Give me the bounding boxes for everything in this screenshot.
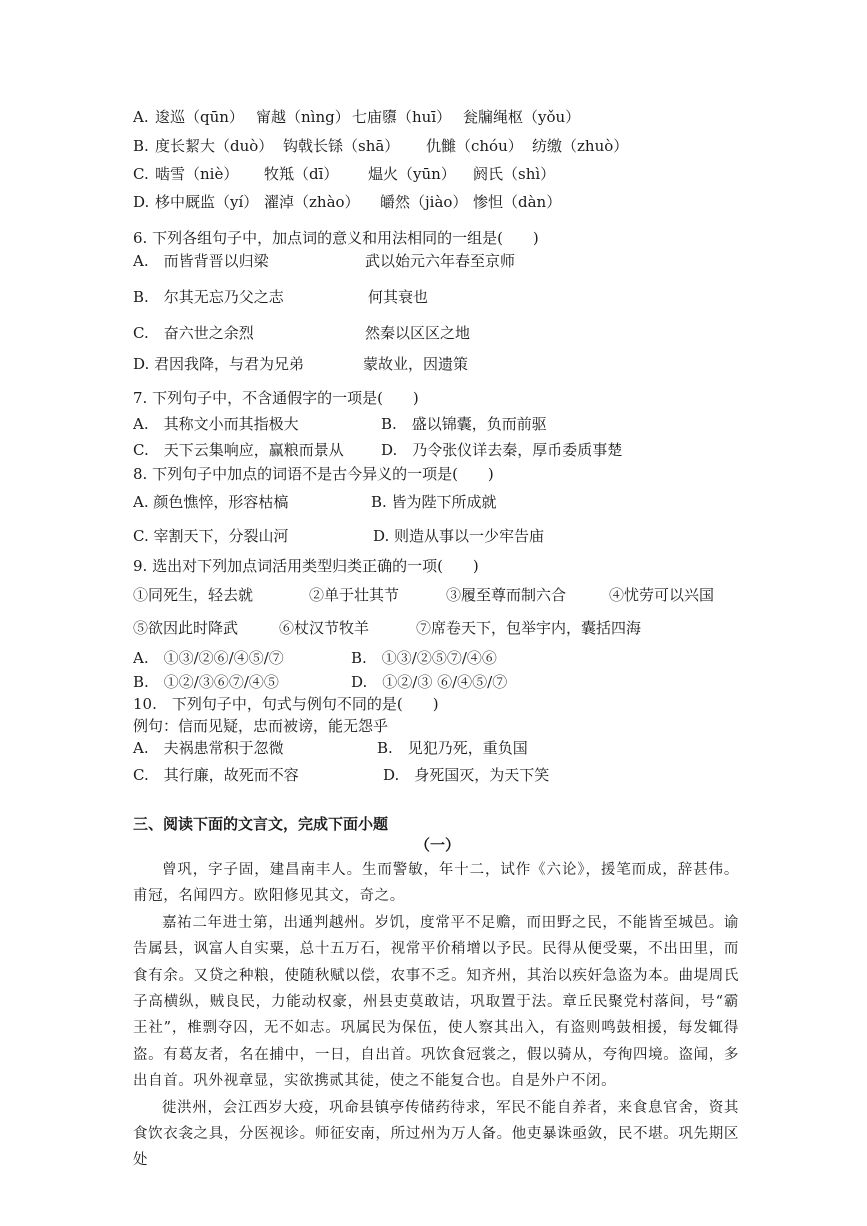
- option-a: A. 夫祸患常积于忽微: [133, 739, 284, 757]
- q9-stem: 9. 选出对下列加点词活用类型归类正确的一项( ): [133, 557, 479, 575]
- item: ⑦席卷天下，包举宇内，囊括四海: [416, 619, 642, 637]
- option-label: B.: [133, 137, 149, 155]
- option-c: C. 宰割天下，分裂山河: [133, 527, 289, 545]
- option: A. ①③/②⑥/④⑤/⑦: [133, 649, 284, 667]
- q9-options-row: [133, 648, 753, 670]
- passage-paragraph: 嘉祐二年进士第，出通判越州。岁饥，度常平不足赡，而田野之民，不能皆至城邑。谕告属县，讽富人自实粟，总十五万石，视常平价稍增以予民。民得从便受粟，不出田里，而食有余。又贷之种粮，使随秋赋以偿，农事不乏。知齐州，其治以疾奸急盗为本。曲堤周氏子高横纵，贼良民，力能动权豪，州县吏莫敢诘，巩取置于法。章丘民聚党村落间，号“霸王社”，椎剽夺囚，无不如志。巩属民为保伍，使人察其出入，有盗则鸣鼓相援，每发辄得盗。有葛友者，名在捕中，一日，自出首。巩饮食冠裳之，假以骑从，夸徇四境。盗闻，多出自首。巩外视章显，实欲携贰其徒，使之不能复合也。自是外户不闭。: [133, 914, 739, 1090]
- item: ⑤欲因此时降武: [133, 619, 239, 637]
- q5-option-row: [133, 192, 753, 214]
- item: ③履至尊而制六合: [446, 586, 567, 604]
- q8-options-row: [133, 492, 753, 514]
- sentence-a: B. 尔其无忘乃父之志: [133, 288, 284, 306]
- item: ④忧劳可以兴国: [609, 586, 715, 604]
- option-label: A.: [133, 108, 149, 126]
- q7-options-row: [133, 414, 753, 436]
- option-item: 栘中厩监（yí）: [155, 193, 259, 211]
- classical-passage: [133, 857, 739, 1174]
- q6-pair: [133, 251, 753, 273]
- option-d: D. 则造从事以一少牢告庙: [373, 527, 545, 545]
- q7-options-row: [133, 440, 753, 462]
- option-item: 钩戟长铩（shā）: [283, 137, 400, 155]
- option-item: 仇雠（chóu）: [426, 137, 523, 155]
- option-d: D. 身死国灭，为天下笑: [383, 766, 550, 784]
- item: ②单于壮其节: [309, 586, 400, 604]
- q6-pair: [133, 287, 753, 309]
- option-b: B. 见犯乃死，重负国: [377, 739, 528, 757]
- q10-options-row: [133, 738, 753, 760]
- sentence-b: 武以始元六年春至京师: [365, 252, 516, 270]
- option-item: 瓮牖绳枢（yǒu）: [463, 108, 581, 126]
- item: ①同死生，轻去就: [133, 586, 254, 604]
- option-item: 牧羝（dī）: [264, 165, 339, 183]
- option-label: C.: [133, 165, 149, 183]
- item: ⑥杖汉节牧羊: [279, 619, 370, 637]
- sentence-b: 然秦以区区之地: [365, 324, 471, 342]
- option-item: 七庙隳（huī）: [352, 108, 452, 126]
- sentence-a: D. 君因我降，与君为兄弟: [133, 355, 305, 373]
- option: B. ①②/③⑥⑦/④⑤: [133, 673, 279, 691]
- sentence-b: 蒙故业，因遗策: [363, 355, 469, 373]
- option-c: C. 其行廉，故死而不容: [133, 766, 299, 784]
- option-d: D. 乃令张仪详去秦，厚币委质事楚: [381, 441, 623, 459]
- q7-stem: 7. 下列句子中，不含通假字的一项是( ): [133, 389, 419, 407]
- q8-stem: 8. 下列句子中加点的词语不是古今异义的一项是( ): [133, 465, 494, 483]
- option-item: 甯越（nìng）: [256, 108, 350, 126]
- option-item: 阏氏（shì）: [473, 165, 556, 183]
- q8-options-row: [133, 526, 753, 548]
- q6-pair: [133, 323, 753, 345]
- option-item: 纺缴（zhuò）: [532, 137, 629, 155]
- option-item: 逡巡（qūn）: [155, 108, 244, 126]
- q5-option-row: [133, 136, 753, 158]
- option-a: A. 颜色憔悴，形容枯槁: [133, 493, 289, 511]
- q5-option-row: [133, 164, 753, 186]
- option-item: 皭然（jiào）: [380, 193, 468, 211]
- sentence-a: C. 奋六世之余烈: [133, 324, 254, 342]
- q9-options-row: [133, 672, 753, 694]
- passage-paragraph: 曾巩，字子固，建昌南丰人。生而警敏，年十二，试作《六论》，援笔而成，辞甚伟。甫冠，名闻四方。欧阳修见其文，奇之。: [133, 862, 739, 905]
- option-item: 煴火（yūn）: [368, 165, 456, 183]
- option-c: C. 天下云集响应，赢粮而景从: [133, 441, 344, 459]
- q5-option-row: [133, 107, 753, 129]
- option: D. ①②/③ ⑥/④⑤/⑦: [351, 673, 508, 691]
- passage-paragraph: 徙洪州，会江西岁大疫，巩命县镇亭传储药待求，军民不能自养者，来食息官舍，资其食饮衣衾之具，分医视诊。师征安南，所过州为万人备。他吏暴诛亟敛，民不堪。巩先期区处: [133, 1099, 739, 1169]
- option: B. ①③/②⑤⑦/④⑥: [351, 649, 497, 667]
- q10-stem: 10. 下列句子中，句式与例句不同的是( ): [133, 695, 439, 713]
- option-label: D.: [133, 193, 150, 211]
- q9-items-row: [133, 618, 753, 640]
- sentence-b: 何其衰也: [368, 288, 429, 306]
- option-b: B. 皆为陛下所成就: [371, 493, 497, 511]
- sentence-a: A. 而皆背晋以归梁: [133, 252, 269, 270]
- section-heading: 三、阅读下面的文言文，完成下面小题: [133, 815, 389, 833]
- q6-pair: [133, 354, 753, 376]
- section-subheading: （一）: [415, 836, 461, 854]
- q10-example: 例句：信而见疑，忠而被谤，能无怨乎: [133, 717, 389, 735]
- q6-stem: 6. 下列各组句子中，加点词的意义和用法相同的一组是( ): [133, 229, 539, 247]
- option-item: 惨怛（dàn）: [473, 193, 562, 211]
- option-item: 度长絜大（duò）: [155, 137, 274, 155]
- q10-options-row: [133, 765, 753, 787]
- option-a: A. 其称文小而其指极大: [133, 415, 299, 433]
- option-item: 濯淖（zhào）: [264, 193, 360, 211]
- q9-items-row: [133, 585, 753, 607]
- option-item: 啮雪（niè）: [155, 165, 239, 183]
- option-b: B. 盛以锦囊，负而前驱: [381, 415, 547, 433]
